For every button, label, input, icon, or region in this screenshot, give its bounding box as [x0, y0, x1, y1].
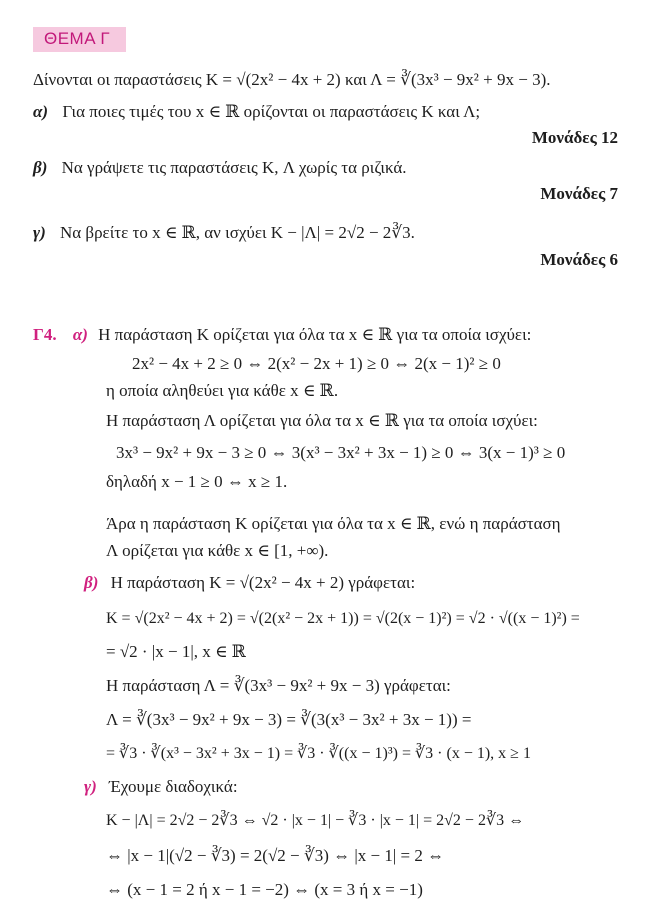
- question-a: [33, 101, 480, 123]
- question-a-label: α): [33, 102, 49, 121]
- solution-number: Γ4.: [33, 325, 57, 344]
- solution-c-line1: Έχουμε διαδοχικά:: [108, 777, 238, 796]
- solution-b-label: β): [84, 573, 99, 592]
- page-title: ΘΕΜΑ Γ: [44, 29, 111, 48]
- solution-c-eq1: K − |Λ| = 2√2 − 2∛3 ⇔ √2 · |x − 1| − ∛3 · |x − 1| = 2√2 − 2∛3 ⇔: [106, 812, 525, 829]
- question-b-text: Να γράψετε τις παραστάσεις K, Λ χωρίς τα ριζικά.: [61, 158, 407, 177]
- solution-a-line5: Άρα η παράσταση K ορίζεται για όλα τα x ∈ ℝ, ενώ η παράσταση: [106, 514, 561, 533]
- question-c: [33, 222, 415, 244]
- question-a-points: Μονάδες 12: [531, 128, 618, 147]
- solution-c-eq3: ⇔ (x − 1 = 2 ή x − 1 = −2) ⇔ (x = 3 ή x = −1): [106, 880, 423, 899]
- question-c-text: Να βρείτε το x ∈ ℝ, αν ισχύει K − |Λ| = 2√2 − 2∛3.: [59, 223, 415, 242]
- question-b: [33, 157, 407, 179]
- problem-intro: Δίνονται οι παραστάσεις K = √(2x² − 4x + 2) και Λ = ∛(3x³ − 9x² + 9x − 3).: [33, 70, 551, 89]
- solution-c-header: [84, 776, 238, 798]
- solution-a-label: α): [72, 325, 88, 344]
- solution-a-eq1: 2x² − 4x + 2 ≥ 0 ⇔ 2(x² − 2x + 1) ≥ 0 ⇔ 2(x − 1)² ≥ 0: [132, 354, 501, 373]
- question-c-label: γ): [33, 223, 46, 242]
- question-c-points: Μονάδες 6: [540, 250, 618, 269]
- solution-a-line2: η οποία αληθεύει για κάθε x ∈ ℝ.: [106, 381, 339, 400]
- question-b-points: Μονάδες 7: [540, 184, 618, 203]
- question-b-label: β): [33, 158, 48, 177]
- solution-b-eq1: K = √(2x² − 4x + 2) = √(2(x² − 2x + 1)) = √(2(x − 1)²) = √2 · √((x − 1)²) =: [106, 610, 580, 627]
- solution-a-line1: Η παράσταση K ορίζεται για όλα τα x ∈ ℝ για τα οποία ισχύει:: [98, 325, 532, 344]
- solution-b-header: [84, 572, 415, 594]
- solution-c-eq2: ⇔ |x − 1|(√2 − ∛3) = 2(√2 − ∛3) ⇔ |x − 1| = 2 ⇔: [106, 846, 445, 865]
- solution-a-line6: Λ ορίζεται για κάθε x ∈ [1, +∞).: [106, 541, 329, 560]
- question-a-text: Για ποιες τιμές του x ∈ ℝ ορίζονται οι παραστάσεις K και Λ;: [62, 102, 481, 121]
- solution-a-header: [33, 324, 531, 346]
- solution-b-eq2: = √2 · |x − 1|, x ∈ ℝ: [106, 642, 246, 661]
- solution-a-line4: δηλαδή x − 1 ≥ 0 ⇔ x ≥ 1.: [106, 472, 288, 491]
- solution-b-line1: Η παράσταση K = √(2x² − 4x + 2) γράφεται:: [110, 573, 416, 592]
- solution-a-line3: Η παράσταση Λ ορίζεται για όλα τα x ∈ ℝ για τα οποία ισχύει:: [106, 411, 538, 430]
- solution-b-line2: Η παράσταση Λ = ∛(3x³ − 9x² + 9x − 3) γράφεται:: [106, 676, 451, 695]
- solution-c-label: γ): [84, 777, 97, 796]
- solution-b-eq3: Λ = ∛(3x³ − 9x² + 9x − 3) = ∛(3(x³ − 3x² + 3x − 1)) =: [106, 710, 472, 729]
- solution-b-eq4: = ∛3 · ∛(x³ − 3x² + 3x − 1) = ∛3 · ∛((x − 1)³) = ∛3 · (x − 1), x ≥ 1: [106, 745, 531, 762]
- solution-a-eq2: 3x³ − 9x² + 9x − 3 ≥ 0 ⇔ 3(x³ − 3x² + 3x − 1) ≥ 0 ⇔ 3(x − 1)³ ≥ 0: [116, 443, 566, 462]
